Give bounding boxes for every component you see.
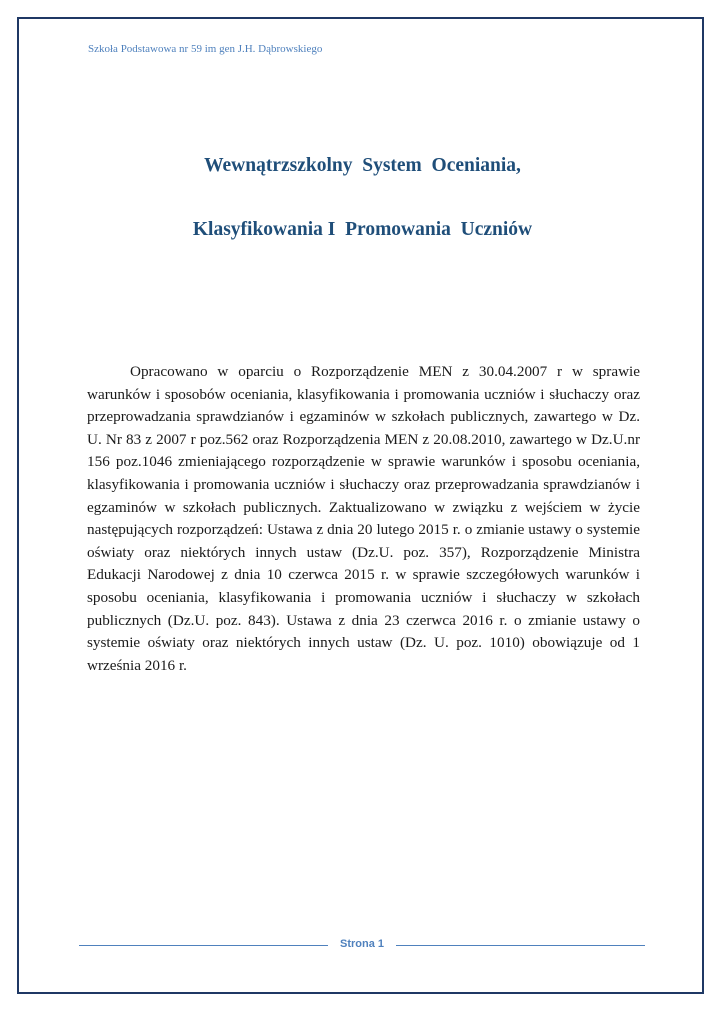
body-paragraph: Opracowano w oparciu o Rozporządzenie MEN z 30.04.2007 r w sprawie warunków i sposobów oceniania, klasyfikowania i promowania uczniów i słuchaczy oraz przeprowadzania sprawdzianów i egzaminów w szkołach publicznych, zawartego w Dz. U. Nr 83 z 2007 r poz.562 oraz Rozporządzenia MEN z 20.08.2010, zawartego w Dz.U.nr 156 poz.1046 zmieniającego rozporządzenie w sprawie warunków i sposobu oceniania, klasyfikowania i promowania uczniów i słuchaczy oraz przeprowadzania sprawdzianów i egzaminów w szkołach publicznych. Zaktualizowano w związku z wejściem w życie następujących rozporządzeń: Ustawa z dnia 20 lutego 2015 r. o zmianie ustawy o systemie oświaty oraz niektórych innych ustaw (Dz.U. poz. 357), Rozporządzenie Ministra Edukacji Narodowej z dnia 10 czerwca 2015 r. w sprawie szczegółowych warunków i sposobu oceniania, klasyfikowania i promowania uczniów i słuchaczy w szkołach publicznych (Dz.U. poz. 843). Ustawa z dnia 23 czerwca 2016 r. o zmianie ustawy o systemie oświaty oraz niektórych innych ustaw (Dz. U. poz. 1010) obowiązuje od 1 września 2016 r. [87,363,640,674]
footer-divider-left [79,945,328,946]
document-title-line-2: Klasyfikowania I Promowania Uczniów [192,219,533,240]
footer-page-number: Strona 1 [339,938,384,950]
header-school-name: Szkoła Podstawowa nr 59 im gen J.H. Dąbrowskiego [88,43,323,55]
document-title-line-1: Wewnątrzszkolny System Oceniania, [204,155,521,176]
footer-divider-right [396,945,645,946]
